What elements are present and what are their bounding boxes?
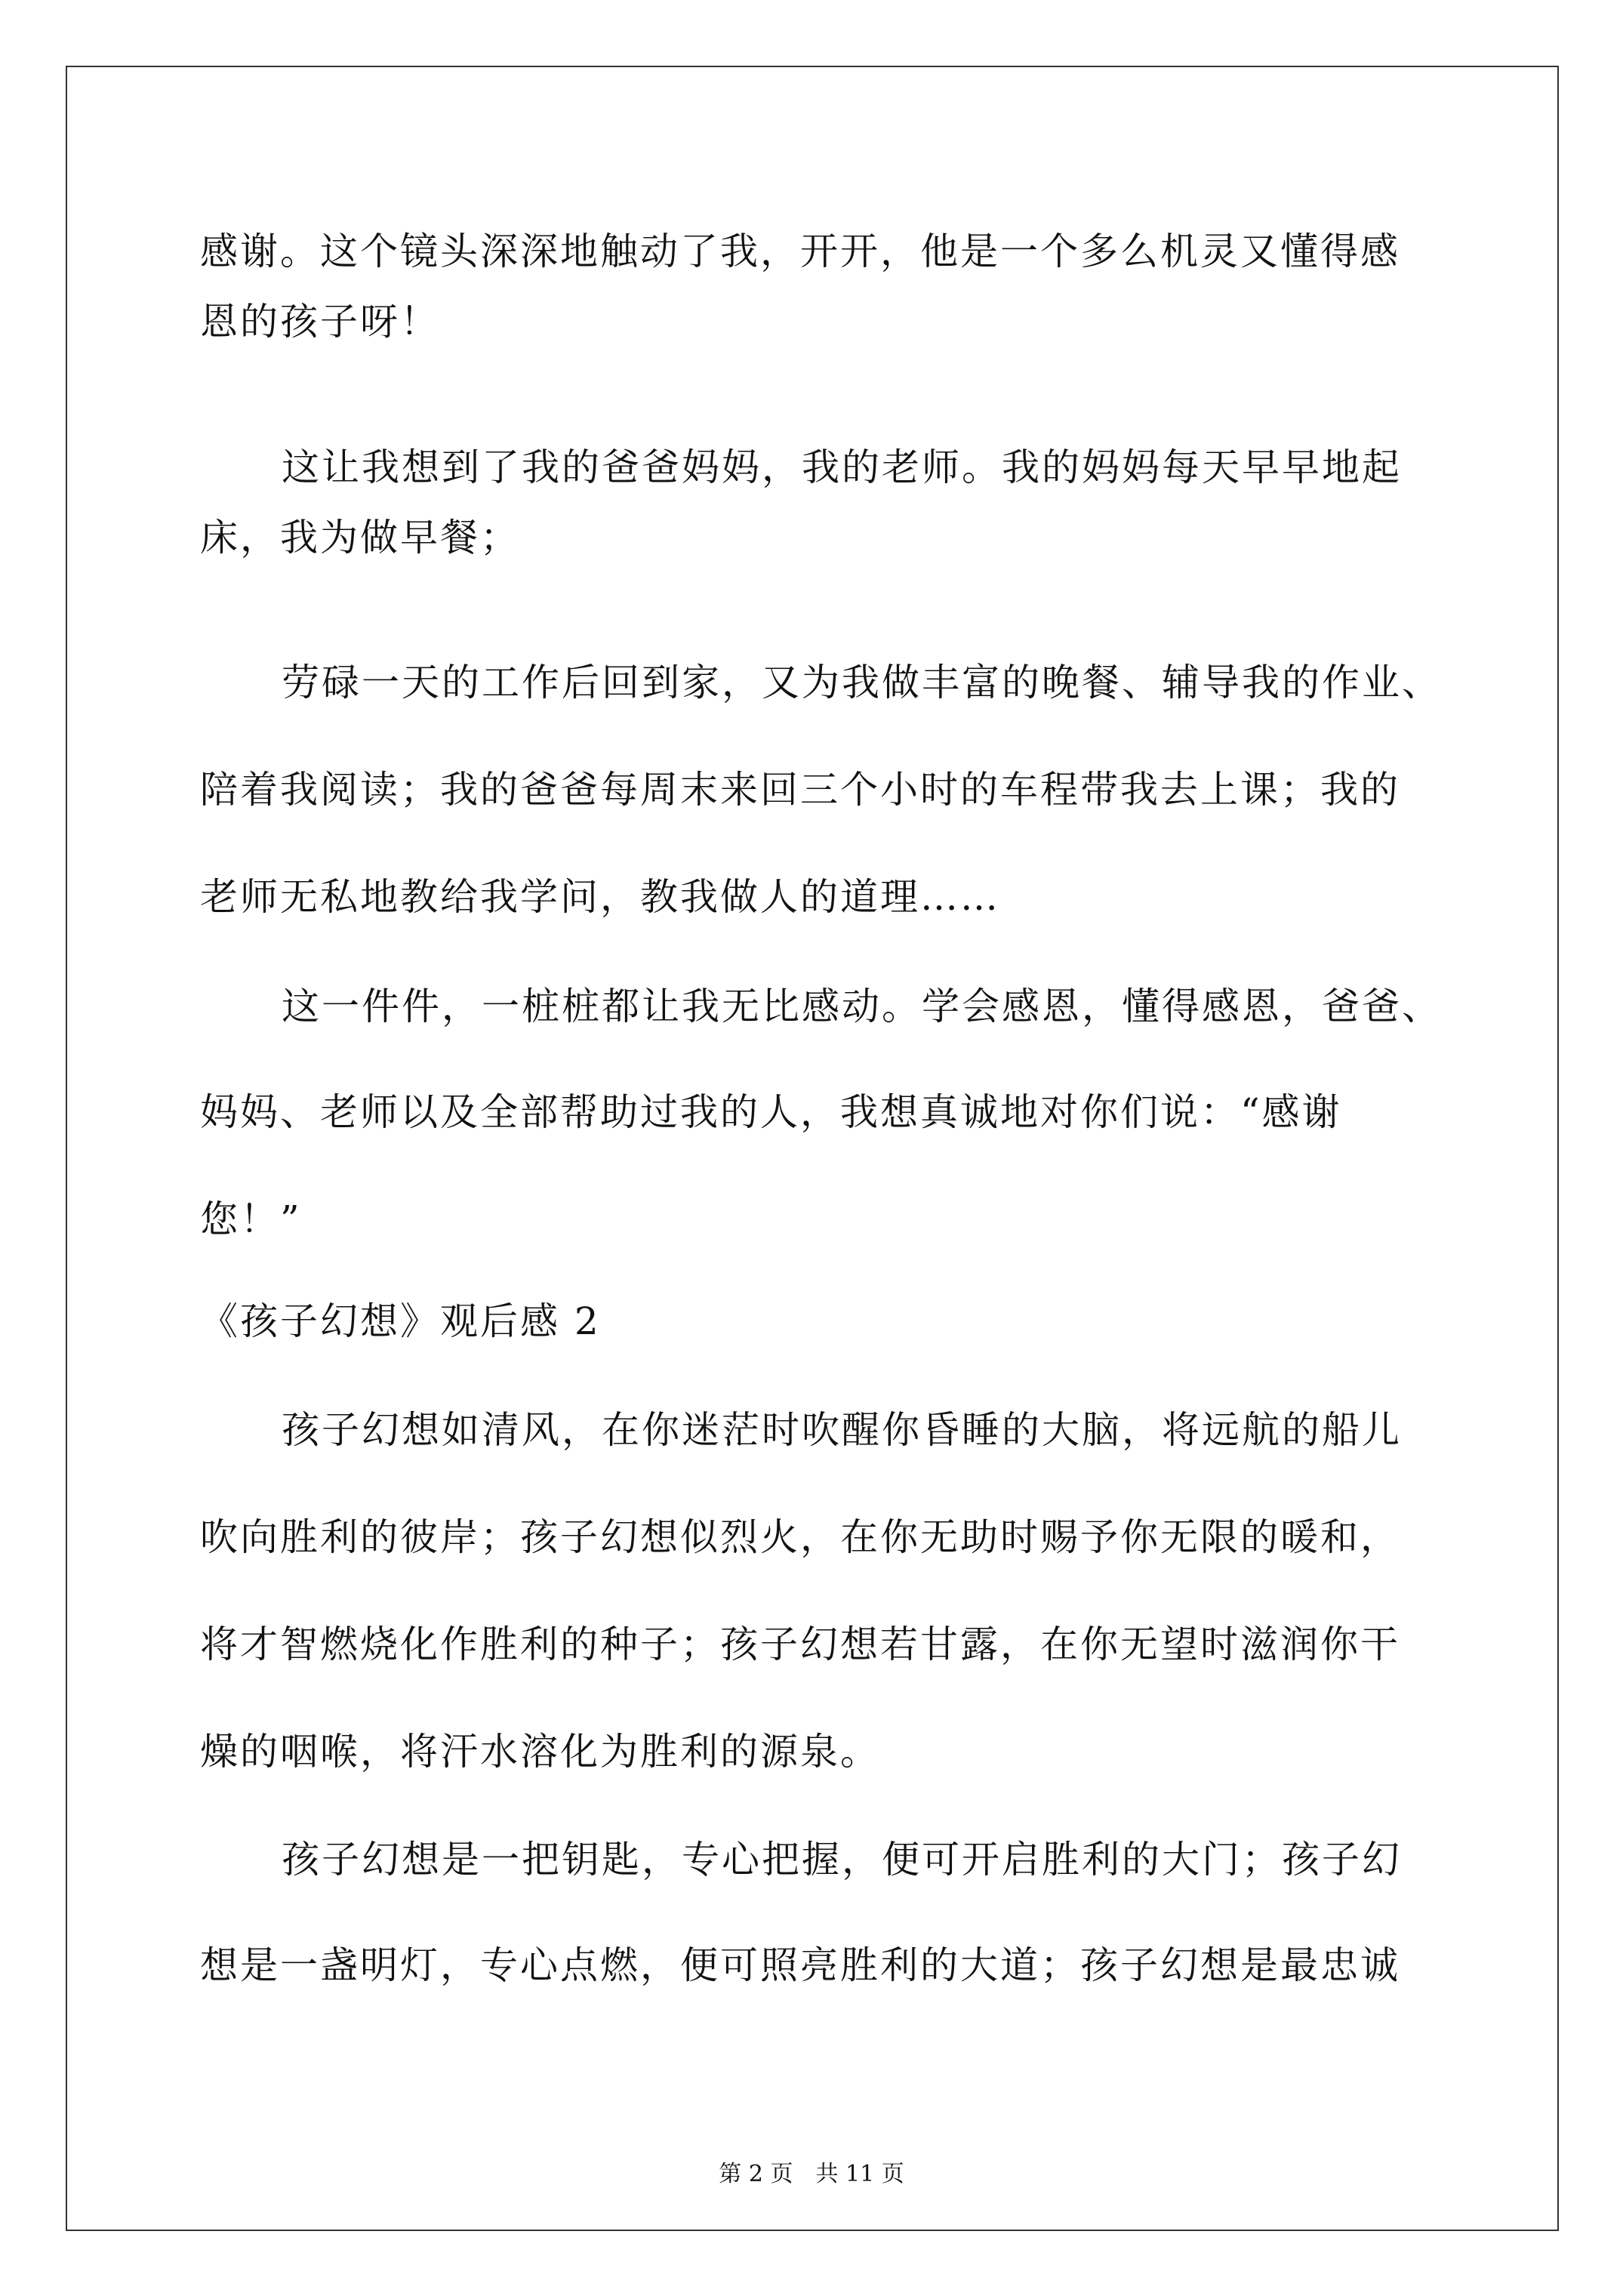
page-number-footer: 第 2 页 共 11 页 <box>719 2161 904 2187</box>
text-line: 床，我为做早餐； <box>200 516 520 559</box>
paragraph-start-line: 这一件件，一桩桩都让我无比感动。学会感恩，懂得感恩，爸爸、 <box>282 985 1442 1028</box>
text-line: 恩的孩子呀！ <box>200 300 440 344</box>
paragraph-start-line: 孩子幻想是一把钥匙，专心把握，便可开启胜利的大门；孩子幻 <box>282 1838 1402 1881</box>
text-line: 感谢。这个镜头深深地触动了我，开开，他是一个多么机灵又懂得感 <box>200 230 1400 273</box>
text-line: 燥的咽喉，将汗水溶化为胜利的源泉。 <box>200 1730 880 1774</box>
section-heading: 《孩子幻想》观后感 2 <box>200 1299 601 1343</box>
text-line: 陪着我阅读；我的爸爸每周末来回三个小时的车程带我去上课；我的 <box>200 768 1400 812</box>
paragraph-start-line: 孩子幻想如清风，在你迷茫时吹醒你昏睡的大脑，将远航的船儿 <box>282 1408 1402 1452</box>
text-line: 您！” <box>200 1197 302 1241</box>
paragraph-start-line: 这让我想到了我的爸爸妈妈，我的老师。我的妈妈每天早早地起 <box>282 445 1402 489</box>
text-line: 将才智燃烧化作胜利的种子；孩子幻想若甘露，在你无望时滋润你干 <box>200 1623 1400 1666</box>
text-line: 老师无私地教给我学问，教我做人的道理…… <box>200 875 1000 919</box>
paragraph-start-line: 劳碌一天的工作后回到家，又为我做丰富的晚餐、辅导我的作业、 <box>282 661 1442 704</box>
text-line: 想是一盏明灯，专心点燃，便可照亮胜利的大道；孩子幻想是最忠诚 <box>200 1943 1400 1987</box>
text-line: 吹向胜利的彼岸；孩子幻想似烈火，在你无助时赐予你无限的暖和， <box>200 1515 1400 1559</box>
text-line: 妈妈、老师以及全部帮助过我的人，我想真诚地对你们说：“感谢 <box>200 1090 1342 1134</box>
